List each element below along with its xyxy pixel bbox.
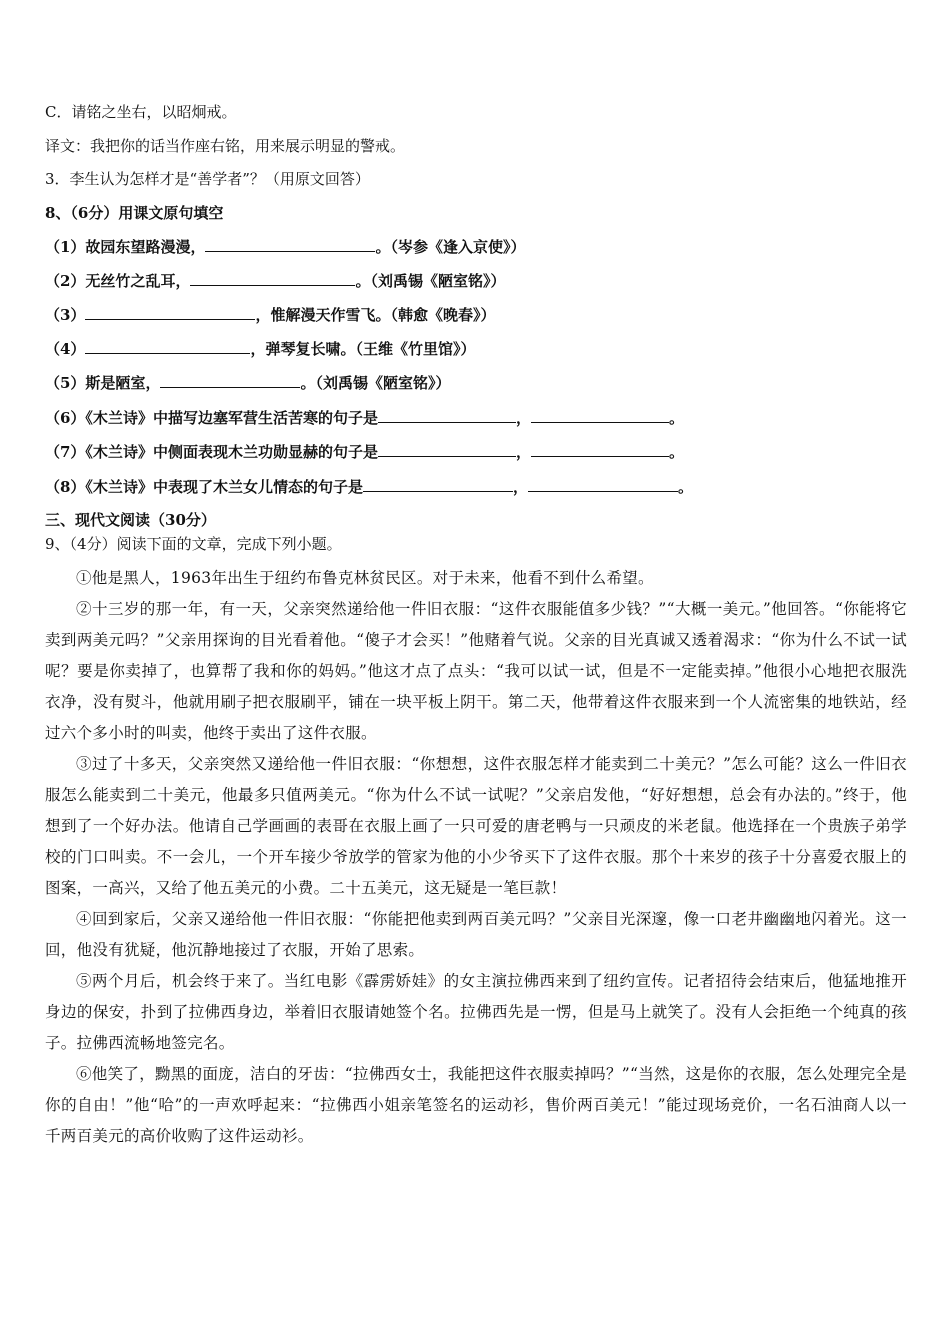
q8-item-1: （1）故园东望路漫漫， 。（岑参《逢入京使》） <box>45 238 526 256</box>
passage-paragraph-6: ⑥他笑了，黝黑的面庞，洁白的牙齿：“拉佛西女士，我能把这件衣服卖掉吗？”“当然，这是你的衣服，怎么处理完全是你的自由！”他“哈”的一声欢呼起来：“拉佛西小姐亲笔签名的运动衫，售价两百美元！”能过现场竞价，一名石油商人以一千两百美元的高价收购了这件运动衫。 <box>45 1065 907 1145</box>
answer-blank[interactable] <box>378 408 516 423</box>
option-c: C．请铭之坐右，以昭炯戒。 <box>45 103 237 121</box>
answer-blank[interactable] <box>531 408 669 423</box>
q8-item-8: （8）《木兰诗》中表现了木兰女儿情态的句子是 ， 。 <box>45 478 693 496</box>
answer-blank[interactable] <box>85 339 250 354</box>
passage-paragraph-3: ③过了十多天，父亲突然又递给他一件旧衣服：“你想想，这件衣服怎样才能卖到二十美元？”怎么可能？这么一件旧衣服怎么能卖到二十美元，他最多只值两美元。“你为什么不试一试呢？”父亲启发他，“好好想想，总会有办法的。”终于，他想到了一个好办法。他请自己学画画的表哥在衣服上画了一只可爱的唐老鸭与一只顽皮的米老鼠。他选择在一个贵族子弟学校的门口叫卖。不一会儿，一个开车接少爷放学的管家为他的小少爷买下了这件衣服。那个十来岁的孩子十分喜爱衣服上的图案，一高兴，又给了他五美元的小费。二十五美元，这无疑是一笔巨款！ <box>45 755 907 897</box>
answer-blank[interactable] <box>205 237 375 252</box>
answer-blank[interactable] <box>528 477 678 492</box>
section-3-heading: 三、现代文阅读（30分） <box>45 511 216 529</box>
q8-item-6: （6）《木兰诗》中描写边塞军营生活苦寒的句子是 ， 。 <box>45 409 684 427</box>
passage-paragraph-5: ⑤两个月后，机会终于来了。当红电影《霹雳娇娃》的女主演拉佛西来到了纽约宣传。记者招待会结束后，他猛地推开身边的保安，扑到了拉佛西身边，举着旧衣服请她签个名。拉佛西先是一愣，但是马上就笑了。没有人会拒绝一个纯真的孩子。拉佛西流畅地签完名。 <box>45 972 907 1052</box>
q8-heading: 8、（6分）用课文原句填空 <box>45 204 224 222</box>
answer-blank[interactable] <box>378 442 516 457</box>
q8-item-7: （7）《木兰诗》中侧面表现木兰功勋显赫的句子是 ， 。 <box>45 443 684 461</box>
question-3: 3．李生认为怎样才是“善学者”？（用原文回答） <box>45 170 370 188</box>
q8-item-3: （3） ，惟解漫天作雪飞。（韩愈《晚春》） <box>45 306 496 324</box>
passage-paragraph-4: ④回到家后，父亲又递给他一件旧衣服：“你能把他卖到两百美元吗？”父亲目光深邃，像一口老井幽幽地闪着光。这一回，他没有犹疑，他沉静地接过了衣服，开始了思索。 <box>45 910 907 959</box>
q8-item-5: （5）斯是陋室， 。（刘禹锡《陋室铭》） <box>45 374 451 392</box>
answer-blank[interactable] <box>363 477 513 492</box>
question-9: 9、（4分）阅读下面的文章，完成下列小题。 <box>45 535 342 553</box>
translation: 译文：我把你的话当作座右铭，用来展示明显的警戒。 <box>45 137 406 155</box>
answer-blank[interactable] <box>531 442 669 457</box>
answer-blank[interactable] <box>160 373 300 388</box>
passage-paragraph-1: ①他是黑人，1963年出生于纽约布鲁克林贫民区。对于未来，他看不到什么希望。 <box>76 569 654 587</box>
answer-blank[interactable] <box>190 271 355 286</box>
reading-passage <box>45 563 907 1152</box>
q8-item-4: （4） ，弹琴复长啸。（王维《竹里馆》） <box>45 340 476 358</box>
passage-paragraph-2: ②十三岁的那一年，有一天，父亲突然递给他一件旧衣服：“这件衣服能值多少钱？”“大概一美元。”他回答。“你能将它卖到两美元吗？”父亲用探询的目光看着他。“傻子才会买！”他赌着气说。父亲的目光真诚又透着渴求：“你为什么不试一试呢？要是你卖掉了，也算帮了我和你的妈妈。”他这才点了点头：“我可以试一试，但是不一定能卖掉。”他很小心地把衣服洗衣净，没有熨斗，他就用刷子把衣服刷平，铺在一块平板上阴干。第二天，他带着这件衣服来到一个人流密集的地铁站，经过六个多小时的叫卖，他终于卖出了这件衣服。 <box>45 600 907 742</box>
q8-item-2: （2）无丝竹之乱耳， 。（刘禹锡《陋室铭》） <box>45 272 506 290</box>
answer-blank[interactable] <box>85 305 255 320</box>
